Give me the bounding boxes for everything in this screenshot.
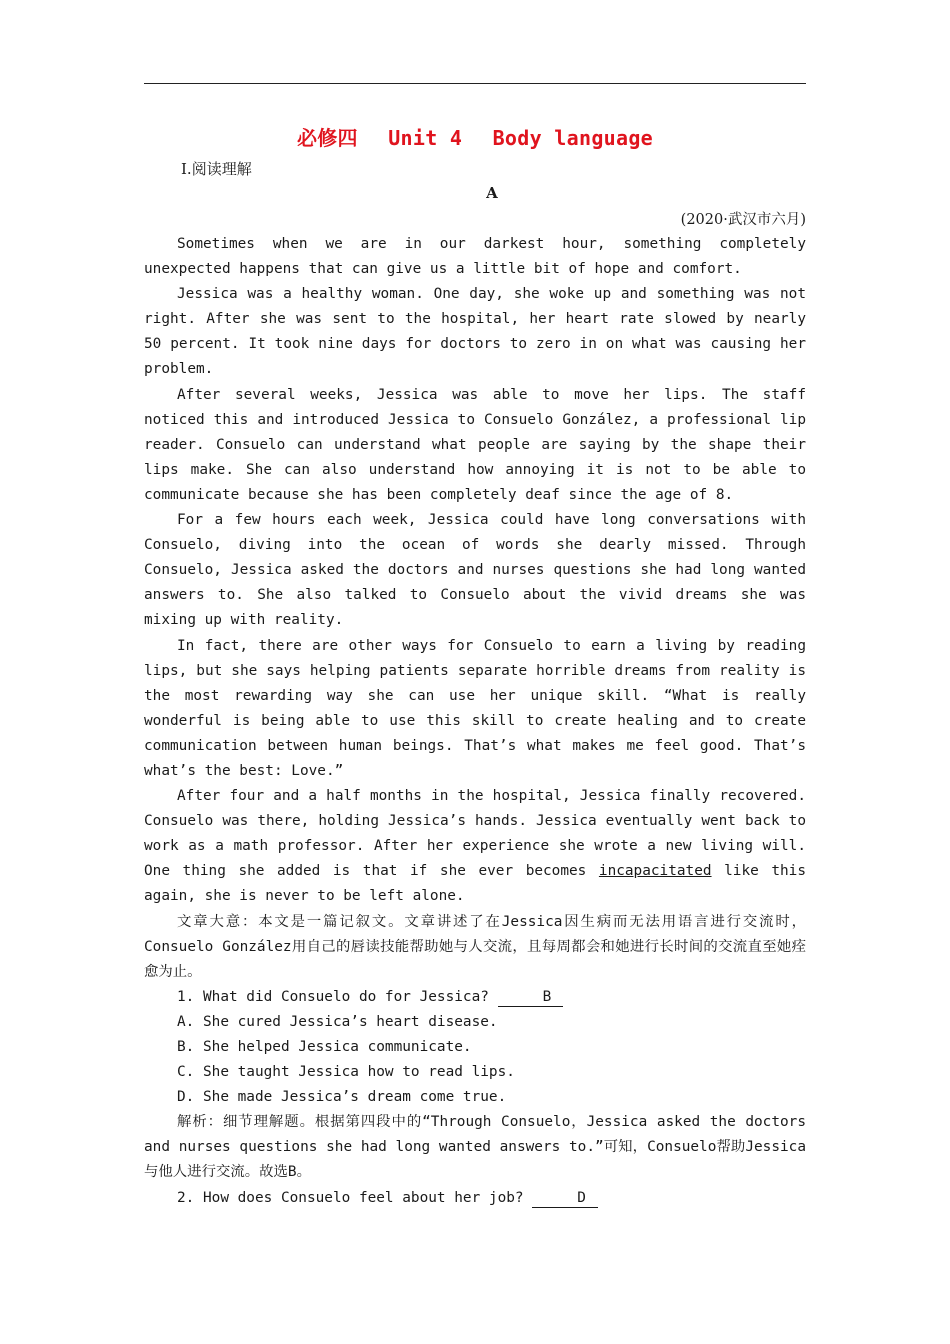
answer-blank: D (532, 1189, 598, 1208)
passage-paragraph: Jessica was a healthy woman. One day, she woke up and something was not right. After she was sent to the hospital, her heart rate slowed by nearly 50 percent. It took nine days for doctors to zero in on what was causing her problem. (144, 286, 806, 378)
answer-option: A. She cured Jessica’s heart disease. (177, 1013, 498, 1030)
passage-paragraph: For a few hours each week, Jessica could have long conversations with Consuelo, diving into the ocean of words she dearly missed. Through Consuelo, Jessica asked the doctors and nurses questions she had long wanted answers to. She also talked to Consuelo about the vivid dreams she was mixing up with reality. (144, 512, 806, 629)
header-rule (144, 83, 806, 84)
document-body (144, 232, 806, 1211)
article-summary: 文章大意：本文是一篇记叙文。文章讲述了在Jessica因生病而无法用语言进行交流时，Consuelo González用自己的唇读技能帮助她与人交流，且每周都会和她进行长时间的交流直至她痊愈为止。 (144, 913, 806, 980)
passage-paragraph: In fact, there are other ways for Consuelo to earn a living by reading lips, but she says helping patients separate horrible dreams from reality is the most rewarding way she can use her unique skill. “What is really wonderful is being able to use this skill to create healing and to create communication between human beings. That’s what makes me feel good. That’s what’s the best: Love.” (144, 637, 806, 779)
answer-blank: B (498, 988, 564, 1007)
answer-option: D. She made Jessica’s dream come true. (177, 1089, 507, 1106)
question-stem: 2. How does Consuelo feel about her job? D (144, 1186, 806, 1211)
page-title (144, 122, 806, 151)
underlined-word: incapacitated (598, 863, 712, 880)
passage-paragraph (144, 784, 806, 909)
paragraph-text: After four and a half months in the hospital, Jessica finally recovered. Consuelo was there, holding Jessica’s hands. Jessica eventually went back to work as a math professor. After her experience she wrote a new living will. One thing she added is that if she ever becomes (144, 788, 806, 880)
title-unit: Unit 4 (388, 126, 463, 150)
paragraph-text: like this again, she is never to be left alone. (144, 863, 806, 905)
passage-paragraph: Sometimes when we are in our darkest hour, something completely unexpected happens that can give us a little bit of hope and comfort. (144, 236, 806, 278)
answer-analysis: 解析：细节理解题。根据第四段中的“Through Consuelo，Jessica asked the doctors and nurses questions she had long wanted answers to.”可知，Consuelo帮助Jessica与他人进行交流。故选B。 (144, 1114, 806, 1181)
title-topic: Body language (492, 126, 654, 150)
answer-option: B. She helped Jessica communicate. (177, 1039, 472, 1055)
passage-label: A (486, 184, 498, 202)
section-heading: Ⅰ.阅读理解 (181, 160, 252, 178)
question-stem: 1. What did Consuelo do for Jessica? B (144, 985, 806, 1010)
answer-option: C. She taught Jessica how to read lips. (177, 1064, 515, 1081)
passage-source: (2020·武汉市六月) (680, 212, 806, 228)
title-book: 必修四 (296, 126, 358, 150)
passage-paragraph: After several weeks, Jessica was able to move her lips. The staff noticed this and introduced Jessica to Consuelo González, a professional lip reader. Consuelo can understand what people are saying by the shape their lips make. She can also understand how annoying it is not to be able to communicate because she has been completely deaf since the age of 8. (144, 386, 806, 503)
